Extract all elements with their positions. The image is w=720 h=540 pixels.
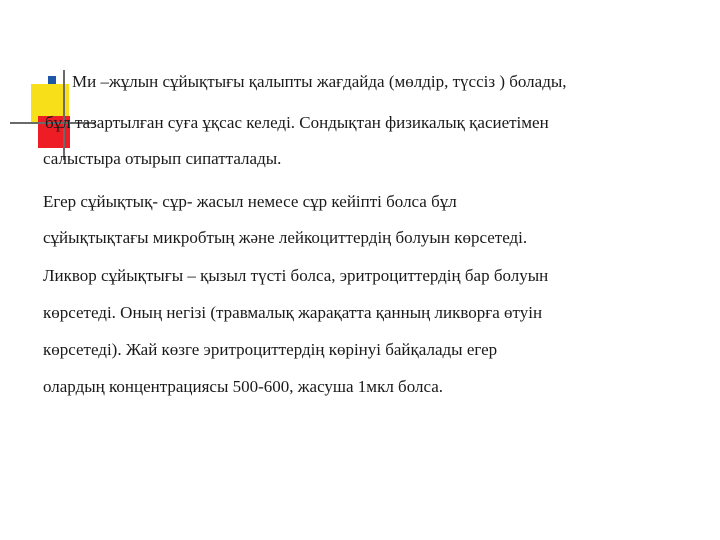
paragraph3-line1: Ликвор сұйықтығы – қызыл түсті болса, эритроциттердің бар болуын (43, 266, 549, 285)
paragraph3-line4: олардың концентрациясы 500-600, жасуша 1мкл болса. (43, 377, 444, 396)
paragraph3-line3: көрсетеді). Жай көзге эритроциттердің көрінуі байқалады егер (43, 340, 498, 359)
paragraph1-line1: Ми –жұлын сұйықтығы қалыпты жағдайда (мөлдір, түссіз ) болады, (72, 72, 567, 91)
paragraph1-line2: бұл тазартылған суға ұқсас келеді. Сондықтан физикалық қасиетімен (45, 113, 549, 132)
paragraph2-line1: Егер сұйықтық- сұр- жасыл немесе сұр кейіпті болса бұл (43, 192, 457, 211)
bullet-square-icon (48, 76, 56, 84)
paragraph1-line3: салыстыра отырып сипатталады. (43, 149, 282, 168)
paragraph3-line2: көрсетеді. Оның негізі (травмалық жарақатта қанның ликворға өтуін (43, 303, 543, 322)
paragraph2-line2: сұйықтықтағы микробтың және лейкоциттердің болуын көрсетеді. (43, 228, 528, 247)
